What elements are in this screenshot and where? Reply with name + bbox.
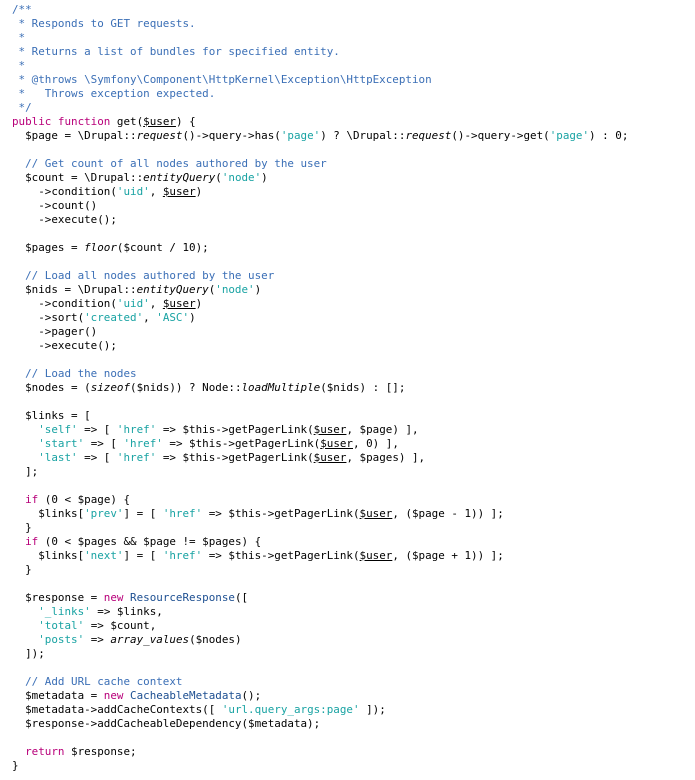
code-text: $nids = \Drupal::: [12, 283, 137, 296]
code-line: [12, 297, 628, 311]
code-line: [12, 633, 628, 647]
code-line: [12, 17, 628, 31]
code-string: 'ASC': [156, 311, 190, 324]
code-keyword: if: [25, 493, 39, 506]
code-text: $links[: [12, 549, 85, 562]
code-text: (: [208, 283, 216, 296]
code-text: ) : 0;: [589, 129, 629, 142]
code-line: [12, 129, 628, 143]
code-text: ($nids)) ? Node::: [130, 381, 242, 394]
code-text: (0 < $page) {: [38, 493, 131, 506]
code-line: [12, 73, 628, 87]
code-text: $links = [: [12, 409, 91, 422]
code-text: $nodes = (: [12, 381, 91, 394]
code-line: [12, 465, 628, 479]
code-text: $page = \Drupal::: [12, 129, 137, 142]
code-string: 'total': [38, 619, 85, 632]
code-text: , 0) ],: [353, 437, 399, 450]
code-line: [12, 353, 628, 367]
code-text: , $page) ],: [346, 423, 419, 436]
code-text: ($nodes): [189, 633, 242, 646]
code-text: ->condition(: [12, 297, 117, 310]
code-variable: $user: [143, 115, 176, 128]
code-comment: // Add URL cache context: [12, 675, 183, 688]
code-text: ->count(): [12, 199, 98, 212]
code-line: [12, 143, 628, 157]
code-line: [12, 619, 628, 633]
code-text: => $links,: [90, 605, 163, 618]
code-text: ,: [149, 297, 163, 310]
code-text: [12, 535, 25, 548]
code-line: [12, 717, 628, 731]
code-text: (: [215, 171, 222, 184]
code-text: , $pages) ],: [346, 451, 426, 464]
code-function-name: loadMultiple: [241, 381, 321, 394]
code-line: [12, 3, 628, 17]
code-block: [12, 3, 628, 773]
code-keyword: new: [103, 591, 124, 604]
code-comment: */: [12, 101, 32, 114]
code-string: 'prev': [84, 507, 124, 520]
code-variable: $user: [359, 549, 393, 562]
code-text: ->execute();: [12, 339, 117, 352]
code-variable: $user: [359, 507, 393, 520]
code-line: [12, 381, 628, 395]
code-text: $response->addCacheableDependency($metadata);: [12, 717, 321, 730]
code-line: [12, 31, 628, 45]
code-text: [12, 745, 25, 758]
code-line: [12, 675, 628, 689]
code-text: ): [254, 283, 262, 296]
code-text: ): [189, 311, 196, 324]
code-line: [12, 283, 628, 297]
code-line: [12, 45, 628, 59]
code-string: 'last': [38, 451, 78, 464]
code-line: [12, 479, 628, 493]
code-string: 'self': [38, 423, 78, 436]
code-text: ] = [: [123, 507, 163, 520]
code-line: [12, 59, 628, 73]
code-text: ->sort(: [12, 311, 85, 324]
code-string: 'href': [116, 423, 157, 436]
code-text: }: [12, 563, 32, 576]
code-line: [12, 507, 628, 521]
code-line: [12, 759, 628, 773]
code-line: [12, 87, 628, 101]
code-text: $metadata->addCacheContexts([: [12, 703, 222, 716]
code-line: [12, 339, 628, 353]
code-comment: *: [12, 59, 26, 72]
code-string: 'posts': [38, 633, 85, 646]
code-function-name: floor: [84, 241, 117, 254]
code-text: $response;: [64, 745, 137, 758]
code-line: [12, 535, 628, 549]
code-line: [12, 563, 628, 577]
code-line: [12, 521, 628, 535]
code-comment: * Responds to GET requests.: [12, 17, 196, 30]
code-variable: $user: [313, 423, 347, 436]
code-line: [12, 703, 628, 717]
code-text: => $this->getPagerLink(: [156, 423, 314, 436]
code-text: [12, 633, 38, 646]
code-string: 'next': [84, 549, 124, 562]
code-text: ([: [234, 591, 249, 604]
code-text: => $this->getPagerLink(: [162, 437, 321, 450]
code-comment: * Returns a list of bundles for specified entity.: [12, 45, 340, 58]
code-keyword: return: [25, 745, 65, 758]
code-keyword: public function: [12, 115, 117, 128]
code-line: [12, 241, 628, 255]
code-variable: $user: [162, 185, 196, 198]
code-string: 'uid': [116, 185, 150, 198]
code-line: [12, 171, 628, 185]
code-function-name: sizeof: [90, 381, 131, 394]
code-string: 'url.query_args:page': [221, 703, 360, 716]
code-class-name: ResourceResponse: [130, 591, 235, 604]
code-text: ($nids) : [];: [320, 381, 406, 394]
code-keyword: new: [103, 689, 124, 702]
code-text: (0 < $pages && $page != $pages) {: [38, 535, 262, 548]
code-text: ]);: [359, 703, 386, 716]
code-string: 'node': [221, 171, 262, 184]
code-line: [12, 549, 628, 563]
code-comment: // Get count of all nodes authored by the user: [12, 157, 327, 170]
code-text: $links[: [12, 507, 85, 520]
code-line: [12, 493, 628, 507]
code-text: $count = \Drupal::: [12, 171, 144, 184]
code-text: $response =: [12, 591, 104, 604]
code-line: [12, 591, 628, 605]
code-text: ): [195, 185, 203, 198]
code-string: 'href': [162, 549, 203, 562]
code-string: 'created': [84, 311, 144, 324]
code-text: [12, 451, 38, 464]
code-line: [12, 311, 628, 325]
code-text: =>: [84, 633, 111, 646]
code-function-name: entityQuery: [143, 171, 216, 184]
code-text: ): [261, 171, 268, 184]
code-text: ) {: [175, 115, 196, 128]
code-text: => [: [77, 423, 117, 436]
code-text: [12, 605, 38, 618]
code-text: ($count / 10);: [116, 241, 209, 254]
code-text: $pages =: [12, 241, 85, 254]
code-text: $metadata =: [12, 689, 104, 702]
code-function-name: array_values: [110, 633, 190, 646]
code-line: [12, 647, 628, 661]
code-line: [12, 325, 628, 339]
code-line: [12, 731, 628, 745]
code-line: [12, 255, 628, 269]
code-text: ]);: [12, 647, 45, 660]
code-text: => [: [77, 451, 117, 464]
code-text: ->execute();: [12, 213, 117, 226]
code-comment: /**: [12, 3, 32, 16]
code-text: }: [12, 759, 19, 772]
code-comment: * Throws exception expected.: [12, 87, 216, 100]
code-string: '_links': [38, 605, 91, 618]
code-comment: * @throws \Symfony\Component\HttpKernel\Exception\HttpException: [12, 73, 432, 86]
code-line: [12, 577, 628, 591]
code-text: [12, 619, 38, 632]
code-function-name: request: [405, 129, 452, 142]
code-line: [12, 367, 628, 381]
code-text: , ($page - 1)) ];: [392, 507, 504, 520]
code-text: get(: [116, 115, 144, 128]
code-text: ] = [: [123, 549, 163, 562]
code-function-name: entityQuery: [136, 283, 209, 296]
code-line: [12, 115, 628, 129]
code-line: [12, 423, 628, 437]
code-text: => $count,: [84, 619, 157, 632]
code-variable: $user: [320, 437, 353, 450]
code-line: [12, 745, 628, 759]
code-class-name: CacheableMetadata: [130, 689, 242, 702]
code-text: => [: [84, 437, 124, 450]
code-line: [12, 437, 628, 451]
code-text: [12, 493, 25, 506]
code-line: [12, 395, 628, 409]
code-line: [12, 689, 628, 703]
code-comment: // Load the nodes: [12, 367, 137, 380]
code-text: ): [195, 297, 203, 310]
code-text: => $this->getPagerLink(: [156, 451, 314, 464]
code-string: 'uid': [116, 297, 150, 310]
code-text: => $this->getPagerLink(: [202, 549, 360, 562]
code-comment: // Load all nodes authored by the user: [12, 269, 275, 282]
code-line: [12, 269, 628, 283]
code-string: 'page': [549, 129, 590, 142]
code-string: 'node': [215, 283, 255, 296]
code-line: [12, 227, 628, 241]
code-text: ->pager(): [12, 325, 98, 338]
code-line: [12, 451, 628, 465]
code-function-name: request: [136, 129, 183, 142]
code-comment: *: [12, 31, 26, 44]
code-text: }: [12, 521, 32, 534]
code-string: 'href': [162, 507, 203, 520]
code-keyword: if: [25, 535, 39, 548]
code-line: [12, 409, 628, 423]
code-line: [12, 101, 628, 115]
code-text: ,: [149, 185, 163, 198]
code-string: 'page': [280, 129, 321, 142]
code-string: 'href': [116, 451, 157, 464]
code-line: [12, 185, 628, 199]
code-text: ();: [241, 689, 262, 702]
code-text: [12, 437, 38, 450]
code-text: ) ? \Drupal::: [320, 129, 406, 142]
code-line: [12, 661, 628, 675]
code-line: [12, 199, 628, 213]
code-text: ()->query->get(: [451, 129, 550, 142]
code-line: [12, 157, 628, 171]
code-string: 'start': [38, 437, 85, 450]
code-string: 'href': [123, 437, 163, 450]
code-line: [12, 605, 628, 619]
code-variable: $user: [162, 297, 196, 310]
code-text: ->condition(: [12, 185, 117, 198]
code-text: [12, 423, 38, 436]
code-text: , ($page + 1)) ];: [392, 549, 504, 562]
code-text: ,: [143, 311, 157, 324]
code-variable: $user: [313, 451, 347, 464]
code-line: [12, 213, 628, 227]
code-text: ];: [12, 465, 39, 478]
code-text: ()->query->has(: [182, 129, 281, 142]
code-text: => $this->getPagerLink(: [202, 507, 360, 520]
